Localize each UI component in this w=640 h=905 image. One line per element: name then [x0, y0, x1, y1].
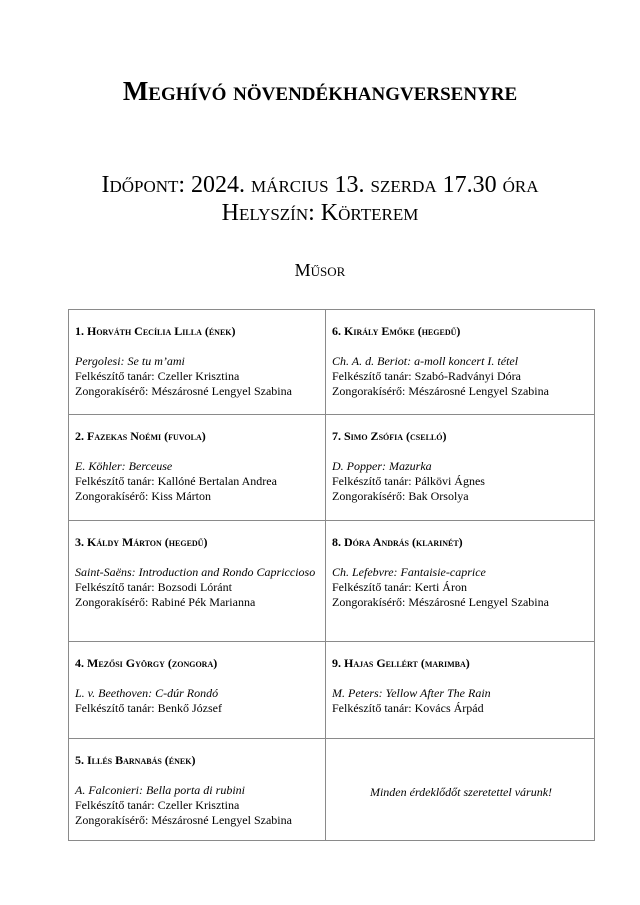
piece-title: Pergolesi: Se tu m’ami [75, 354, 185, 368]
program-row [69, 521, 595, 642]
teacher-line: Felkészítő tanár: Kerti Áron [332, 580, 467, 594]
page-title: Meghívó növendékhangversenyre [122, 76, 518, 106]
accompanist-line: Zongorakísérő: Mészárosné Lengyel Szabina [75, 384, 292, 398]
accompanist-line: Zongorakísérő: Mészárosné Lengyel Szabina [332, 384, 549, 398]
program-row [69, 310, 595, 415]
piece-title: Ch. A. d. Beriot: a-moll koncert I. tétel [332, 354, 519, 368]
performer-name: 5. Illés Barnabás (ének) [75, 753, 196, 767]
teacher-line: Felkészítő tanár: Kallóné Bertalan Andrea [75, 474, 277, 488]
teacher-line: Felkészítő tanár: Pálkövi Ágnes [332, 474, 485, 488]
performer-name: 6. Király Emőke (hegedű) [332, 324, 461, 338]
program-row [69, 415, 595, 521]
teacher-line: Felkészítő tanár: Kovács Árpád [332, 701, 484, 715]
teacher-line: Felkészítő tanár: Bozsodi Lóránt [75, 580, 232, 594]
performer-name: 4. Mezősi György (zongora) [75, 656, 218, 670]
performance-cell [69, 739, 326, 841]
program-table [68, 309, 595, 841]
performance-cell [69, 521, 326, 642]
piece-title: Ch. Lefebvre: Fantaisie-caprice [332, 565, 486, 579]
piece-title: A. Falconieri: Bella porta di rubini [75, 783, 245, 797]
piece-title: L. v. Beethoven: C-dúr Rondó [75, 686, 219, 700]
accompanist-line: Zongorakísérő: Mészárosné Lengyel Szabina [75, 813, 292, 827]
performer-name: 7. Simo Zsófia (cselló) [332, 429, 447, 443]
performance-cell [69, 642, 326, 739]
piece-title: D. Popper: Mazurka [332, 459, 432, 473]
performer-name: 2. Fazekas Noémi (fuvola) [75, 429, 206, 443]
teacher-line: Felkészítő tanár: Czeller Krisztina [75, 798, 240, 812]
teacher-line: Felkészítő tanár: Czeller Krisztina [75, 369, 240, 383]
teacher-line: Felkészítő tanár: Szabó-Radványi Dóra [332, 369, 521, 383]
piece-title: M. Peters: Yellow After The Rain [332, 686, 491, 700]
performance-cell [326, 521, 595, 642]
program-row [69, 642, 595, 739]
event-time: Időpont: 2024. március 13. szerda 17.30 óra [101, 172, 539, 198]
piece-title: Saint-Saëns: Introduction and Rondo Capriccioso [75, 565, 316, 579]
performance-cell [326, 642, 595, 739]
performance-cell [326, 310, 595, 415]
program-heading: Műsor [294, 260, 346, 280]
closing-message: Minden érdeklődőt szeretettel várunk! [326, 739, 595, 841]
teacher-line: Felkészítő tanár: Benkő József [75, 701, 222, 715]
event-place: Helyszín: Körterem [221, 200, 419, 226]
performance-cell [69, 310, 326, 415]
piece-title: E. Köhler: Berceuse [75, 459, 173, 473]
performance-cell [326, 415, 595, 521]
performer-name: 3. Káldy Márton (hegedű) [75, 535, 208, 549]
performer-name: 1. Horváth Cecília Lilla (ének) [75, 324, 236, 338]
performance-cell [69, 415, 326, 521]
accompanist-line: Zongorakísérő: Kiss Márton [75, 489, 211, 503]
performer-name: 9. Hajas Gellért (marimba) [332, 656, 470, 670]
accompanist-line: Zongorakísérő: Mészárosné Lengyel Szabina [332, 595, 549, 609]
program-row [69, 739, 595, 841]
performer-name: 8. Dóra András (klarinét) [332, 535, 463, 549]
accompanist-line: Zongorakísérő: Bak Orsolya [332, 489, 469, 503]
accompanist-line: Zongorakísérő: Rabiné Pék Marianna [75, 595, 256, 609]
